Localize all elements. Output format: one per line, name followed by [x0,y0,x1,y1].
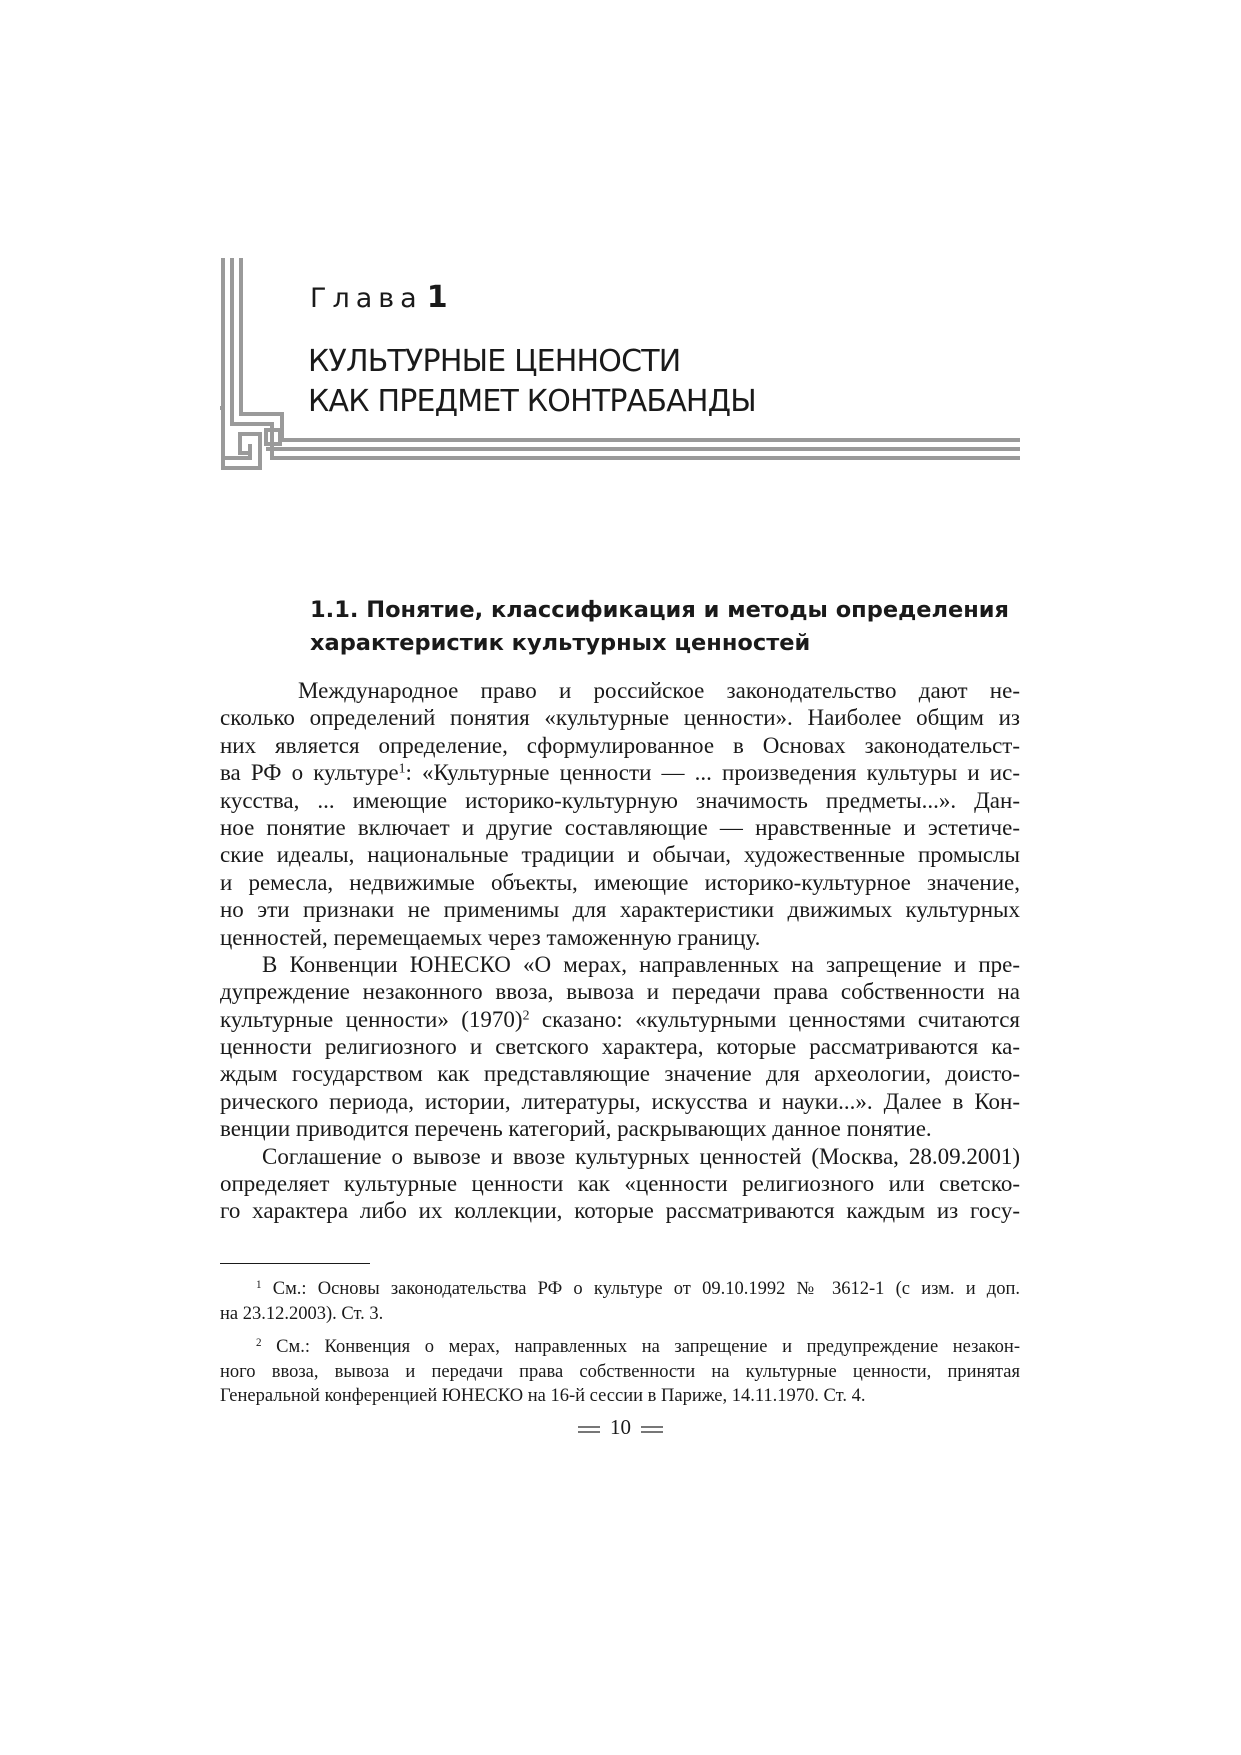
page-number: 10 [610,1415,631,1439]
section-heading-line: характеристик культурных ценностей [310,630,811,656]
text-line: дупреждение незаконного ввоза, вывоза и передачи права собственности на [220,979,1020,1005]
footnote [220,1335,1020,1409]
text-line: $^1$ См.: Основы законодательства РФ о культуре от 09.10.1992 № 3612-1 (с изм. и доп. [256,1278,1020,1299]
page-folio [0,1414,1241,1440]
text-line: культурные ценности» $(1970)^2$ сказано: «культурными ценностями считаются [220,1006,1020,1032]
text-line: сколько определений понятия «культурные ценности». Наиболее общим из [220,705,1020,731]
footnote [220,1277,1020,1326]
text-line: ного ввоза, вывоза и передачи права собственности на культурные ценности, принятая [220,1361,1020,1382]
text-line: кусства, ... имеющие историко-культурную значимость предметы...». Дан- [220,787,1020,813]
text-line: но эти признаки не применимы для характеристики движимых культурных [220,897,1020,923]
text-line: рического периода, истории, литературы, искусства и науки...». Далее в Кон- [220,1088,1020,1114]
text-line: $^2$ См.: Конвенция о мерах, направленных на запрещение и предупреждение незакон- [256,1336,1020,1357]
text-line: ские идеалы, национальные традиции и обычаи, художественные промыслы [220,842,1020,868]
text-line: и ремесла, недвижимые объекты, имеющие историко-культурное значение, [220,869,1020,895]
footnotes [220,1277,1020,1418]
folio-decoration-right [641,1426,663,1433]
section-heading [310,594,1009,660]
chapter-label-text: Глава [310,283,423,314]
section-heading-line: 1.1. Понятие, классификация и методы определения [310,597,1010,623]
folio-decoration-left [578,1426,600,1433]
body-text [220,677,1020,1225]
chapter-number: 1 [426,280,448,315]
text-line: на 23.12.2003). Ст. 3. [220,1303,384,1324]
text-line: ценности религиозного и светского характера, которые рассматриваются ка- [220,1034,1020,1060]
text-line: В Конвенции ЮНЕСКО «О мерах, направленных на запрещение и пре- [262,951,1020,977]
text-line: ждым государством как представляющие значение для археологии, доисто- [220,1061,1020,1087]
text-line: Международное право и российское законодательство дают не- [298,678,1020,703]
text-line: венции приводится перечень категорий, раскрывающих данное понятие. [220,1116,932,1142]
chapter-label [310,280,448,315]
text-line: Соглашение о вывозе и ввозе культурных ценностей (Москва, 28.09.2001) [262,1143,1020,1169]
text-line: них является определение, сформулированное в Основах законодательст- [220,732,1020,758]
text-line: определяет культурные ценности как «ценности религиозного или светско- [220,1171,1020,1197]
footnote-separator [220,1263,370,1264]
text-line: Генеральной конференцией ЮНЕСКО на 16-й сессии в Париже, 14.11.1970. Ст. 4. [220,1386,866,1406]
text-line: ценностей, перемещаемых через таможенную границу. [220,924,761,950]
chapter-title-line: КАК ПРЕДМЕТ КОНТРАБАНДЫ [308,384,756,419]
text-line: ное понятие включает и другие составляющие — нравственные и эстетиче- [220,814,1020,840]
text-line: ва РФ о культуре$^1$: «Культурные ценности — ... произведения культуры и ис- [220,760,1020,786]
chapter-title [308,342,756,422]
text-line: го характера либо их коллекции, которые рассматриваются каждым из госу- [220,1198,1020,1224]
chapter-title-line: КУЛЬТУРНЫЕ ЦЕННОСТИ [308,344,681,379]
